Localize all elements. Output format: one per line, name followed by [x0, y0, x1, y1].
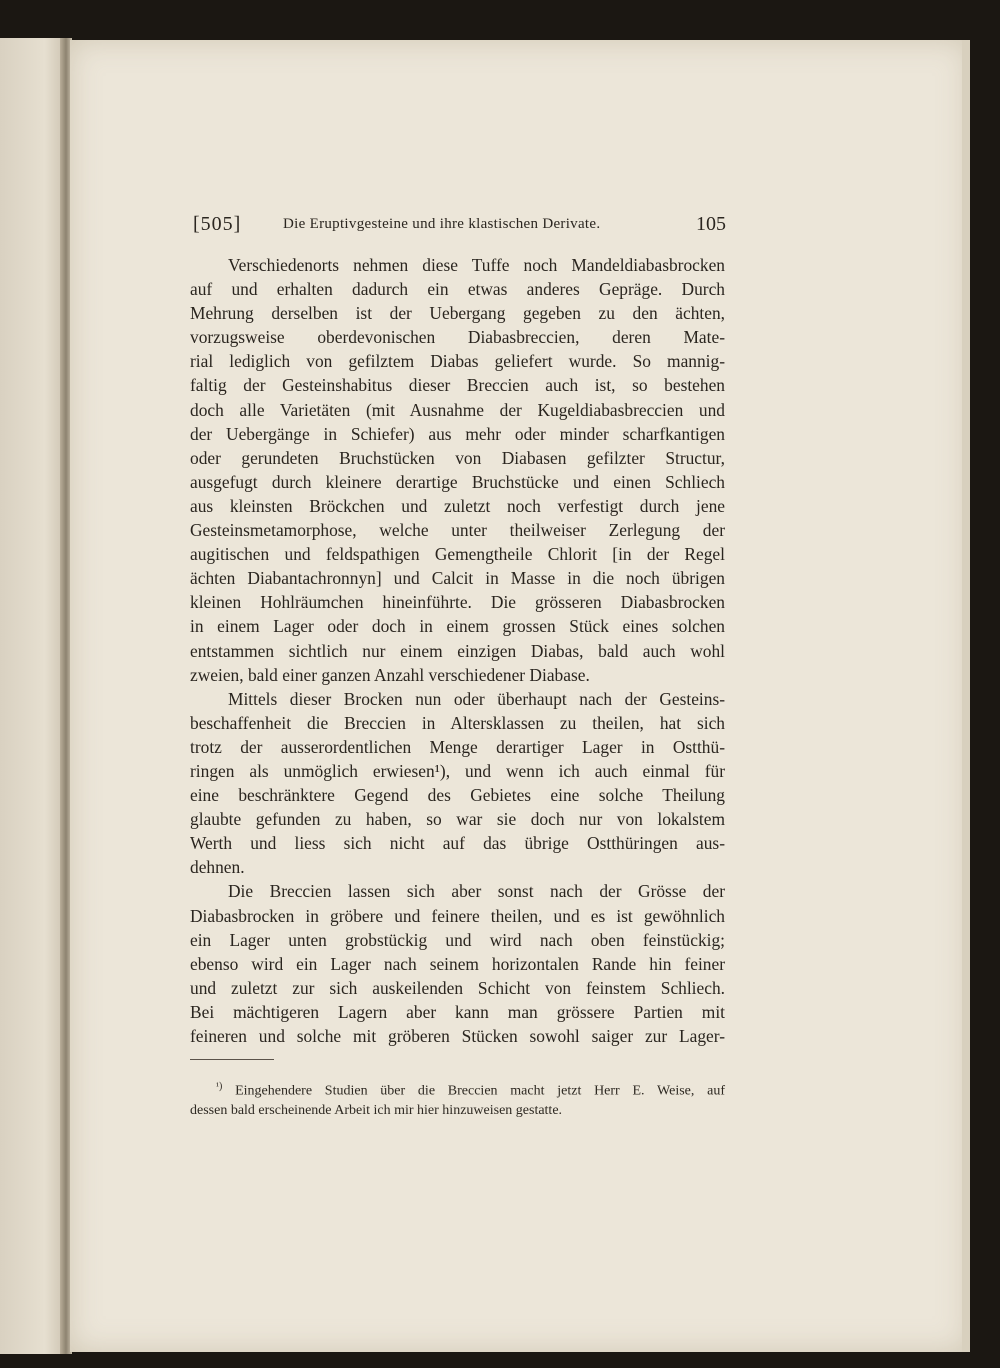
facing-page-edge [0, 38, 64, 1354]
text-line: und zuletzt zur sich auskeilenden Schicht von feinstem Schliech. [190, 977, 725, 998]
text-line: beschaffenheit die Breccien in Altersklassen zu theilen, hat sich [190, 712, 725, 733]
footnote-text: Eingehendere Studien über die Breccien macht jetzt Herr E. Weise, auf [235, 1083, 725, 1099]
page-number: 105 [696, 213, 726, 235]
body-text [190, 253, 725, 1048]
text-line: oder gerundeten Bruchstücken von Diabasen gefilzter Structur, [190, 447, 725, 468]
running-title: Die Eruptivgesteine und ihre klastischen Derivate. [283, 216, 601, 232]
text-line: Werth und liess sich nicht auf das übrige Ostthüringen aus- [190, 833, 725, 854]
text-line: trotz der ausserordentlichen Menge derartiger Lager in Ostthü- [190, 736, 725, 757]
text-line: Gesteinsmetamorphose, welche unter theilweiser Zerlegung der [190, 520, 725, 541]
text-line: entstammen sichtlich nur einem einzigen Diabas, bald auch wohl [190, 640, 725, 661]
footnote-marker: ¹) [216, 1081, 223, 1092]
text-line: zweien, bald einer ganzen Anzahl verschiedener Diabase. [190, 664, 590, 685]
running-header [193, 213, 726, 243]
text-line: ein Lager unten grobstückig und wird nach oben feinstückig; [190, 929, 725, 950]
text-line: auf und erhalten dadurch ein etwas anderes Gepräge. Durch [190, 279, 725, 300]
footnote-line: dessen bald erscheinende Arbeit ich mir hier hinzuweisen gestatte. [190, 1102, 563, 1118]
text-line: dehnen. [190, 857, 245, 878]
text-line: Bei mächtigeren Lagern aber kann man grössere Partien mit [190, 1001, 725, 1022]
footnote-divider [190, 1059, 274, 1060]
footnote-line [190, 1077, 725, 1101]
text-line: Mehrung derselben ist der Uebergang gegeben zu den ächten, [190, 303, 725, 324]
text-line: aus kleinsten Bröckchen und zuletzt noch verfestigt durch jene [190, 495, 725, 516]
text-line: ächten Diabantachronnyn] und Calcit in Masse in die noch übrigen [190, 568, 725, 589]
text-line: in einem Lager oder doch in einem grossen Stück eines solchen [190, 616, 725, 637]
text-line: augitischen und feldspathigen Gemengtheile Chlorit [in der Regel [190, 544, 725, 565]
text-line: rial lediglich von gefilztem Diabas geliefert wurde. So mannig- [190, 351, 725, 372]
text-line: Diabasbrocken in gröbere und feinere theilen, und es ist gewöhnlich [190, 905, 725, 926]
text-line: glaubte gefunden zu haben, so war sie doch nur von lokalstem [190, 809, 725, 830]
text-line: faltig der Gesteinshabitus dieser Breccien auch ist, so bestehen [190, 375, 725, 396]
text-line: Mittels dieser Brocken nun oder überhaupt nach der Gesteins- [228, 688, 725, 709]
bracket-page-number: [505] [193, 213, 242, 235]
footnote [190, 1077, 725, 1120]
text-line: eine beschränktere Gegend des Gebietes eine solche Theilung [190, 785, 725, 806]
text-line: Verschiedenorts nehmen diese Tuffe noch Mandeldiabasbrocken [228, 255, 725, 275]
text-line: ausgefugt durch kleinere derartige Bruchstücke und einen Schliech [190, 471, 725, 492]
text-line: ringen als unmöglich erwiesen¹), und wenn ich auch einmal für [190, 760, 725, 781]
text-line: kleinen Hohlräumchen hineinführte. Die grösseren Diabasbrocken [190, 592, 725, 613]
page-edge [962, 40, 970, 1352]
text-line: der Uebergänge in Schiefer) aus mehr oder minder scharfkantigen [190, 423, 725, 444]
text-line: ebenso wird ein Lager nach seinem horizontalen Rande hin feiner [190, 953, 725, 974]
text-line: vorzugsweise oberdevonischen Diabasbreccien, deren Mate- [190, 327, 725, 348]
text-line: feineren und solche mit gröberen Stücken sowohl saiger zur Lager- [190, 1026, 725, 1046]
text-line: doch alle Varietäten (mit Ausnahme der Kugeldiabasbreccien und [190, 399, 725, 420]
text-line: Die Breccien lassen sich aber sonst nach der Grösse der [228, 881, 725, 902]
